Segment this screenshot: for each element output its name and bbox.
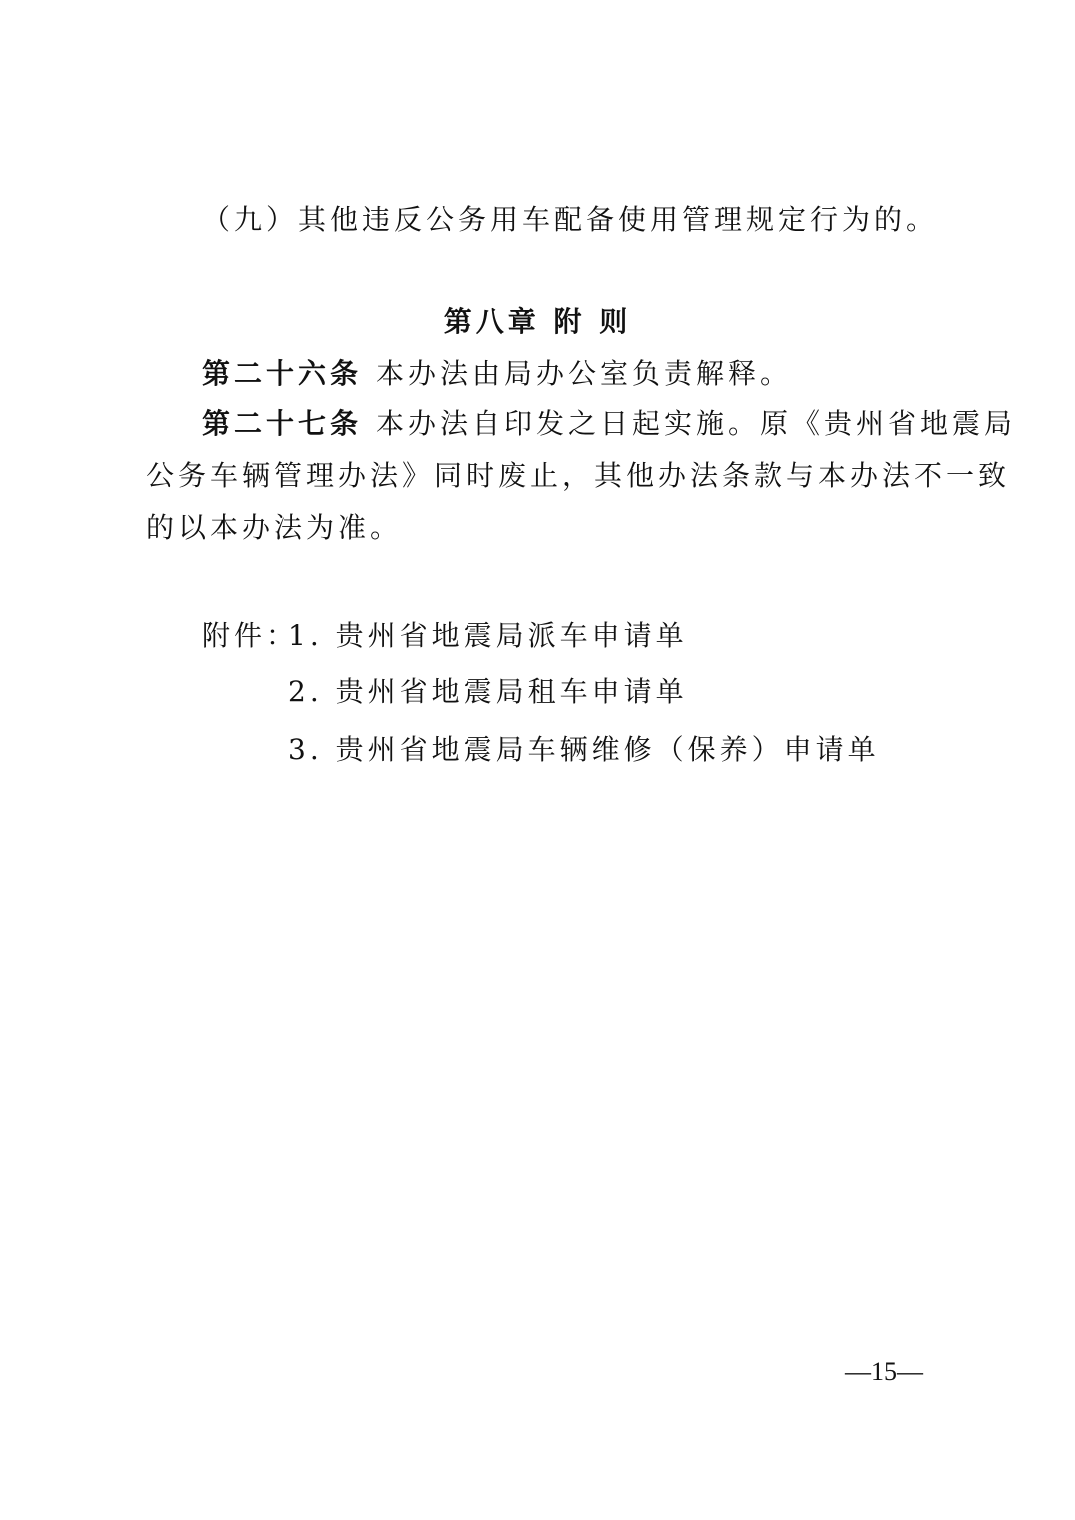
article-26-label: 第二十六条	[202, 357, 363, 390]
article-27-line-2: 公务车辆管理办法》同时废止，其他办法条款与本办法不一致	[146, 459, 1011, 492]
attachment-item-3: 3. 贵州省地震局车辆维修（保养）申请单	[288, 733, 880, 766]
article-27-paragraph	[202, 404, 1016, 444]
article-27-line-1: 本办法自印发之日起实施。原《贵州省地震局	[376, 407, 1017, 440]
item-9-paragraph: （九）其他违反公务用车配备使用管理规定行为的。	[202, 203, 939, 236]
article-27-line-3: 的以本办法为准。	[146, 511, 403, 544]
page-number: —15—	[845, 1357, 923, 1386]
article-26-text: 本办法由局办公室负责解释。	[376, 357, 793, 390]
article-26-paragraph	[202, 354, 792, 394]
chapter-heading: 第八章 附 则	[443, 305, 632, 338]
attachment-item-2: 2. 贵州省地震局租车申请单	[288, 675, 688, 708]
attachments-label: 附件：	[202, 619, 299, 652]
attachment-item-1: 1. 贵州省地震局派车申请单	[288, 619, 688, 652]
article-27-label: 第二十七条	[202, 407, 363, 440]
